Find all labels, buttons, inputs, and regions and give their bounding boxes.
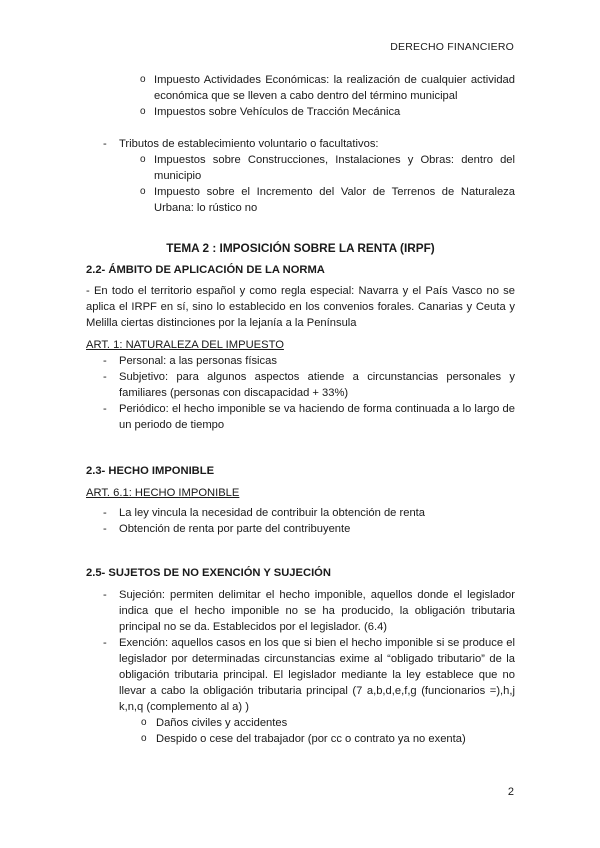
- article-heading: ART. 1: NATURALEZA DEL IMPUESTO: [86, 339, 284, 351]
- paragraph: - En todo el territorio español y como regla especial: Navarra y el País Vasco no se aplica el IRPF en sí, sino lo establecido en los convenios forales. Canarias y Ceuta y Melilla ciertas distinciones por la lejanía a la Península: [86, 285, 515, 329]
- list-item: [86, 401, 515, 433]
- list-item-text: Subjetivo: para algunos aspectos atiende a circunstancias personales y familiares (personas con discapacidad + 33%): [119, 371, 515, 399]
- list-item: [86, 104, 515, 120]
- page-content: [86, 72, 515, 747]
- list-item: [86, 521, 515, 537]
- list-item-text: Impuesto Actividades Económicas: la realización de cualquier actividad económica que se lleven a cabo dentro del término municipal: [154, 74, 515, 102]
- list-item: [86, 731, 515, 747]
- list-item: [86, 369, 515, 401]
- list-item: [86, 505, 515, 521]
- list-item: [86, 136, 515, 152]
- circle-bullet-icon: o: [140, 154, 146, 165]
- chapter-title: TEMA 2 : IMPOSICIÓN SOBRE LA RENTA (IRPF): [166, 241, 435, 255]
- dash-bullet-icon: -: [103, 637, 107, 649]
- list-item-text: Periódico: el hecho imponible se va haciendo de forma continuada a lo largo de un periodo de tiempo: [119, 403, 515, 431]
- list-item-text: Sujeción: permiten delimitar el hecho imponible, aquellos donde el legislador indica que el hecho imponible no se ha producido, la obligación tributaria principal no se da. Establecidos por el legislador. (6.4): [119, 589, 515, 633]
- list-item-text: Impuestos sobre Construcciones, Instalaciones y Obras: dentro del municipio: [154, 154, 515, 182]
- list-item: [86, 635, 515, 715]
- circle-bullet-icon: o: [140, 74, 146, 85]
- dash-bullet-icon: -: [103, 355, 107, 367]
- dash-bullet-icon: -: [103, 589, 107, 601]
- list-item: [86, 152, 515, 184]
- circle-bullet-icon: o: [141, 717, 147, 728]
- section-heading: 2.5- SUJETOS DE NO EXENCIÓN Y SUJECIÓN: [86, 567, 331, 579]
- list-item: [86, 72, 515, 104]
- section-heading: 2.2- ÁMBITO DE APLICACIÓN DE LA NORMA: [86, 264, 325, 276]
- circle-bullet-icon: o: [141, 733, 147, 744]
- list-item-text: Personal: a las personas físicas: [119, 355, 277, 367]
- article-heading: ART. 6.1: HECHO IMPONIBLE: [86, 487, 240, 499]
- dash-bullet-icon: -: [103, 523, 107, 535]
- list-item-text: Despido o cese del trabajador (por cc o contrato ya no exenta): [156, 733, 466, 745]
- dash-bullet-icon: -: [103, 371, 107, 383]
- list-item-text: Daños civiles y accidentes: [156, 717, 288, 729]
- list-item-text: La ley vincula la necesidad de contribuir la obtención de renta: [119, 507, 425, 519]
- circle-bullet-icon: o: [140, 186, 146, 197]
- list-item: [86, 715, 515, 731]
- list-item: [86, 587, 515, 635]
- list-item-text: Tributos de establecimiento voluntario o facultativos:: [119, 138, 379, 150]
- list-item-text: Impuesto sobre el Incremento del Valor de Terrenos de Naturaleza Urbana: lo rústico no: [154, 186, 515, 214]
- list-item-text: Exención: aquellos casos en los que si bien el hecho imponible si se produce el legislador por determinadas circunstancias exime al “obligado tributario” de la obligación tributaria principal. El legislador mediante la ley establece que no llevar a cabo la obligación tributaria principal (7 a,b,d,e,f,g (funcionarios =),h,j k,n,q (complemento al a) ): [119, 637, 515, 713]
- dash-bullet-icon: -: [103, 507, 107, 519]
- page-header: DERECHO FINANCIERO: [390, 41, 514, 53]
- list-item-text: Obtención de renta por parte del contribuyente: [119, 523, 351, 535]
- dash-bullet-icon: -: [103, 403, 107, 415]
- list-item: [86, 184, 515, 216]
- list-item-text: Impuestos sobre Vehículos de Tracción Mecánica: [154, 106, 401, 118]
- page-number: 2: [507, 786, 514, 798]
- list-item: [86, 353, 515, 369]
- circle-bullet-icon: o: [140, 106, 146, 117]
- dash-bullet-icon: -: [103, 138, 107, 150]
- section-heading: 2.3- HECHO IMPONIBLE: [86, 465, 215, 477]
